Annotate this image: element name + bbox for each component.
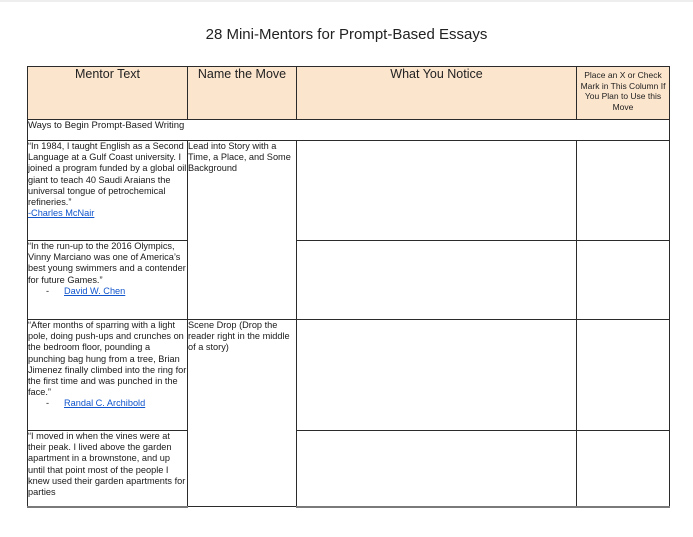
- mentor-text-cell[interactable]: [28, 141, 188, 241]
- move-name-cell[interactable]: Lead into Story with a Time, a Place, and Some Background: [188, 141, 297, 320]
- table-row: [28, 241, 670, 320]
- author-line: [28, 286, 187, 297]
- mentor-text-cell[interactable]: [28, 241, 188, 320]
- mentor-quote: “In the run-up to the 2016 Olympics, Vinny Marciano was one of America’s best young swimmers and a contender for future Games.”: [28, 241, 186, 285]
- mentor-quote: “After months of sparring with a light pole, doing push-ups and crunches on the bedroom floor, pounding a punching bag hung from a tree, Brian Jimenez finally climbed into the ring for the first time and was punched in the face.”: [28, 320, 187, 398]
- header-mentor-text: Mentor Text: [28, 67, 188, 120]
- header-row: [28, 67, 670, 120]
- table-row: [28, 141, 670, 241]
- document-title: 28 Mini-Mentors for Prompt-Based Essays: [205, 26, 488, 43]
- section-heading: Ways to Begin Prompt-Based Writing: [28, 120, 670, 141]
- page-top-edge: [0, 0, 693, 2]
- mentor-text-cell[interactable]: [28, 320, 188, 431]
- header-check-column: Place an X or Check Mark in This Column If You Plan to Use this Move: [577, 67, 670, 120]
- author-link[interactable]: Randal C. Archibold: [64, 398, 146, 409]
- check-cell[interactable]: [577, 141, 670, 241]
- header-name-the-move: Name the Move: [188, 67, 297, 120]
- bullet-dash: -: [46, 285, 50, 296]
- check-cell[interactable]: [577, 431, 670, 507]
- table-row: [28, 320, 670, 431]
- table-row: [28, 431, 670, 507]
- move-name-cell[interactable]: Scene Drop (Drop the reader right in the middle of a story): [188, 320, 297, 507]
- header-what-you-notice: What You Notice: [297, 67, 577, 120]
- author-line: [28, 398, 187, 409]
- author-link[interactable]: -Charles McNair: [28, 208, 95, 219]
- mentor-quote: “In 1984, I taught English as a Second Language at a Gulf Coast university. I joined a program funded by a global oil giant to teach 40 Saudi Araians the universal tongue of petrochemical refineries.”: [28, 141, 187, 208]
- mentor-quote: “I moved in when the vines were at their peak. I lived above the garden apartment in a brownstone, and up until that point most of the people I knew used their garden apartments for parties: [28, 431, 186, 498]
- notice-cell[interactable]: [297, 141, 577, 241]
- mentor-text-cell[interactable]: [28, 431, 188, 507]
- author-link[interactable]: David W. Chen: [64, 285, 126, 296]
- notice-cell[interactable]: [297, 241, 577, 320]
- notice-cell[interactable]: [297, 320, 577, 431]
- notice-cell[interactable]: [297, 431, 577, 507]
- check-cell[interactable]: [577, 241, 670, 320]
- section-row: [28, 120, 670, 141]
- mentor-table: [27, 66, 670, 508]
- check-cell[interactable]: [577, 320, 670, 431]
- bullet-dash: -: [46, 398, 50, 409]
